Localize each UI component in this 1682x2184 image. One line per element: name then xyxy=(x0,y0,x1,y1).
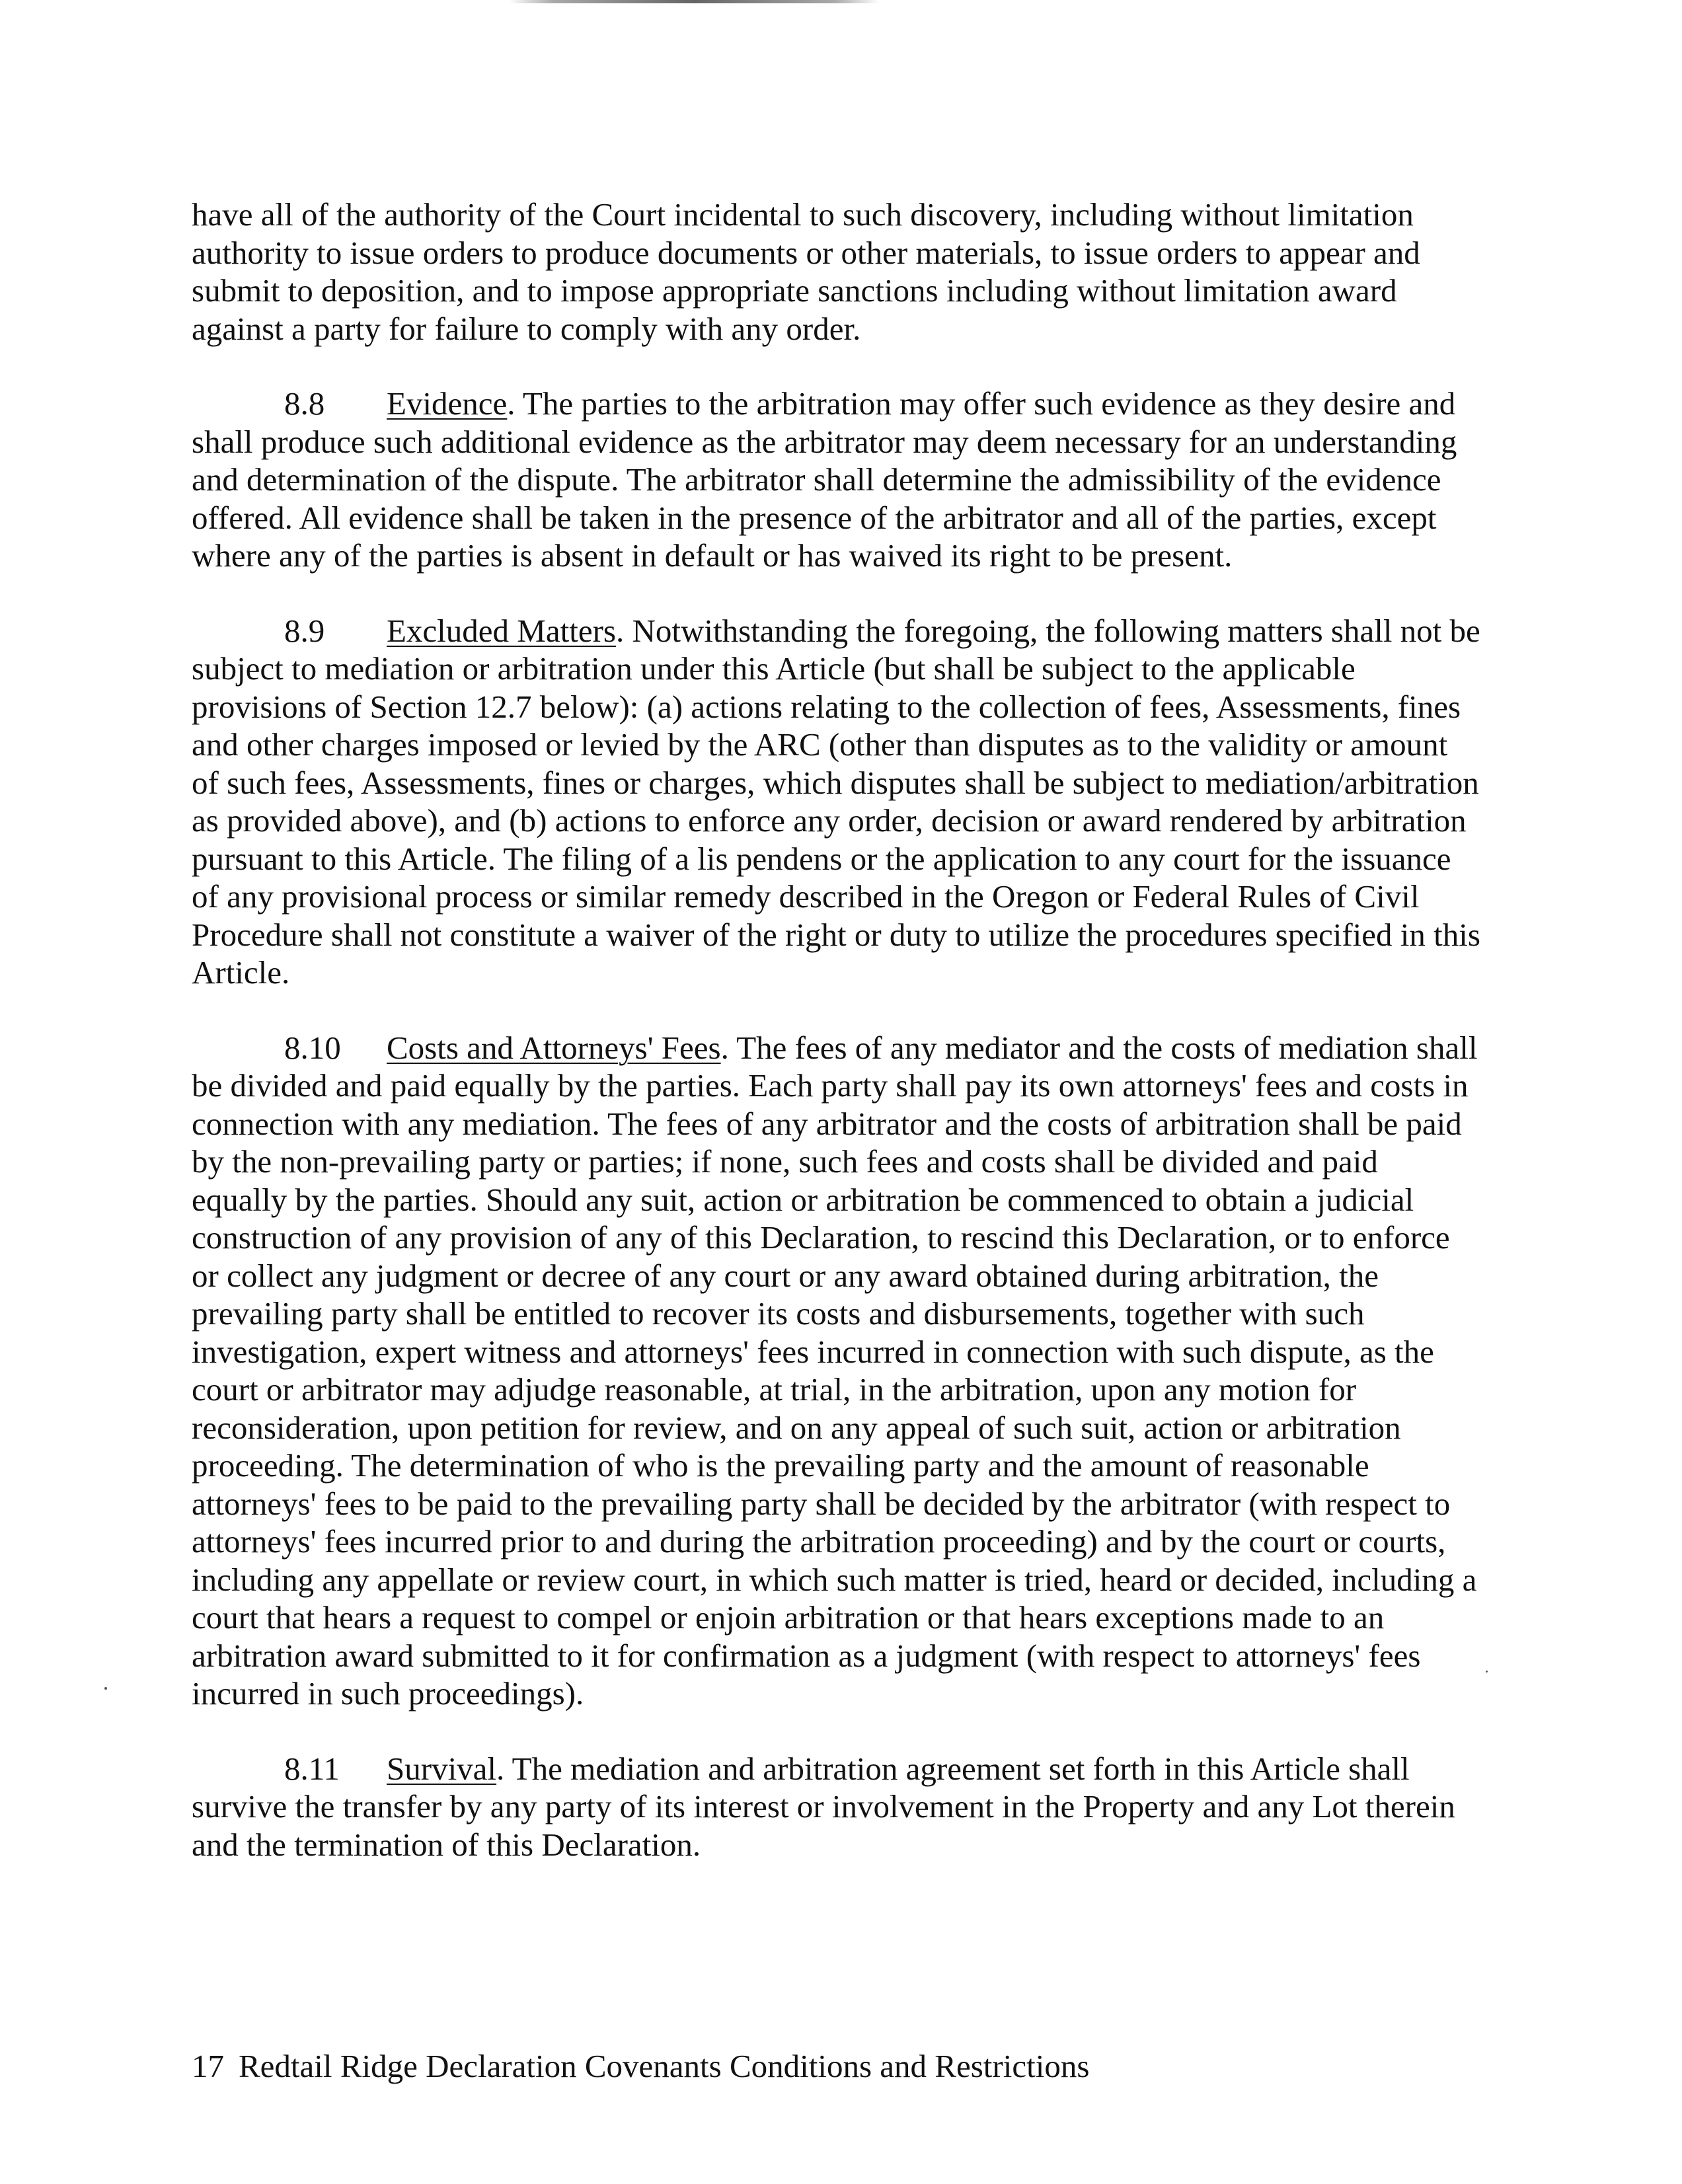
section-number: 8.11 xyxy=(284,1750,340,1787)
scan-speck xyxy=(1486,1671,1488,1673)
section-body: . The fees of any mediator and the costs of mediation shall be divided and paid equally by the parties. Each party shall pay its own attorneys' fees and costs in connection with any mediation. The fees of any arbitrator and the costs of arbitration shall be paid by the non-prevailing party or parties; if none, such fees and costs shall be divided and paid equally by the parties. Should any suit, action or arbitration be commenced to obtain a judicial construction of any provision of any of this Declaration, to rescind this Declaration, or to enforce or collect any judgment or decree of any court or any award obtained during arbitration, the prevailing party shall be entitled to recover its costs and disbursements, together with such investigation, expert witness and attorneys' fees incurred in connection with such dispute, as the court or arbitrator may adjudge reasonable, at trial, in the arbitration, upon any motion for reconsideration, upon petition for review, and on any appeal of such suit, action or arbitration proceeding. The determination of who is the prevailing party and the amount of reasonable attorneys' fees to be paid to the prevailing party shall be decided by the arbitrator (with respect to attorneys' fees incurred prior to and during the arbitration proceeding) and by the court or courts, including any appellate or review court, in which such matter is tried, heard or decided, including a court that hears a request to compel or enjoin arbitration or that hears exceptions made to an arbitration award submitted to it for confirmation as a judgment (with respect to attorneys' fees incurred in such proceedings). xyxy=(192,1029,1478,1712)
section-heading: Survival xyxy=(387,1750,497,1787)
section-heading: Excluded Matters xyxy=(387,612,616,649)
page-number: 17 xyxy=(192,2048,224,2084)
section-8-11 xyxy=(192,1750,1480,1864)
scan-speck xyxy=(104,1687,107,1690)
footer-title: Redtail Ridge Declaration Covenants Conditions and Restrictions xyxy=(239,2048,1090,2084)
section-number: 8.8 xyxy=(284,385,325,422)
document-body xyxy=(192,196,1480,1901)
section-heading: Costs and Attorneys' Fees xyxy=(387,1029,721,1066)
page-footer xyxy=(192,2047,1089,2086)
section-8-9 xyxy=(192,612,1480,992)
section-body: . The parties to the arbitration may offer such evidence as they desire and shall produce such additional evidence as the arbitrator may deem necessary for an understanding and determination of the dispute. The arbitrator shall determine the admissibility of the evidence offered. All evidence shall be taken in the presence of the arbitrator and all of the parties, except where any of the parties is absent in default or has waived its right to be present. xyxy=(192,385,1457,574)
section-number: 8.10 xyxy=(284,1029,341,1066)
scan-artifact xyxy=(509,0,879,3)
section-heading: Evidence xyxy=(387,385,508,422)
paragraph-continuation xyxy=(192,196,1480,348)
section-body: . Notwithstanding the foregoing, the following matters shall not be subject to mediation or arbitration under this Article (but shall be subject to the applicable provisions of Section 12.7 below): (a) actions relating to the collection of fees, Assessments, fines and other charges imposed or levied by the ARC (other than disputes as to the validity or amount of such fees, Assessments, fines or charges, which disputes shall be subject to mediation/arbitration as provided above), and (b) actions to enforce any order, decision or award rendered by arbitration pursuant to this Article. The filing of a lis pendens or the application to any court for the issuance of any provisional process or similar remedy described in the Oregon or Federal Rules of Civil Procedure shall not constitute a waiver of the right or duty to utilize the procedures specified in this Article. xyxy=(192,612,1480,991)
section-8-10 xyxy=(192,1029,1480,1713)
section-8-8 xyxy=(192,385,1480,575)
section-body: . The mediation and arbitration agreement set forth in this Article shall survive the transfer by any party of its interest or involvement in the Property and any Lot therein and the termination of this Declaration. xyxy=(192,1750,1455,1863)
section-number: 8.9 xyxy=(284,612,325,649)
paragraph-text: have all of the authority of the Court incidental to such discovery, including without limitation authority to issue orders to produce documents or other materials, to issue orders to appear and submit to deposition, and to impose appropriate sanctions including without limitation award against a party for failure to comply with any order. xyxy=(192,196,1420,347)
